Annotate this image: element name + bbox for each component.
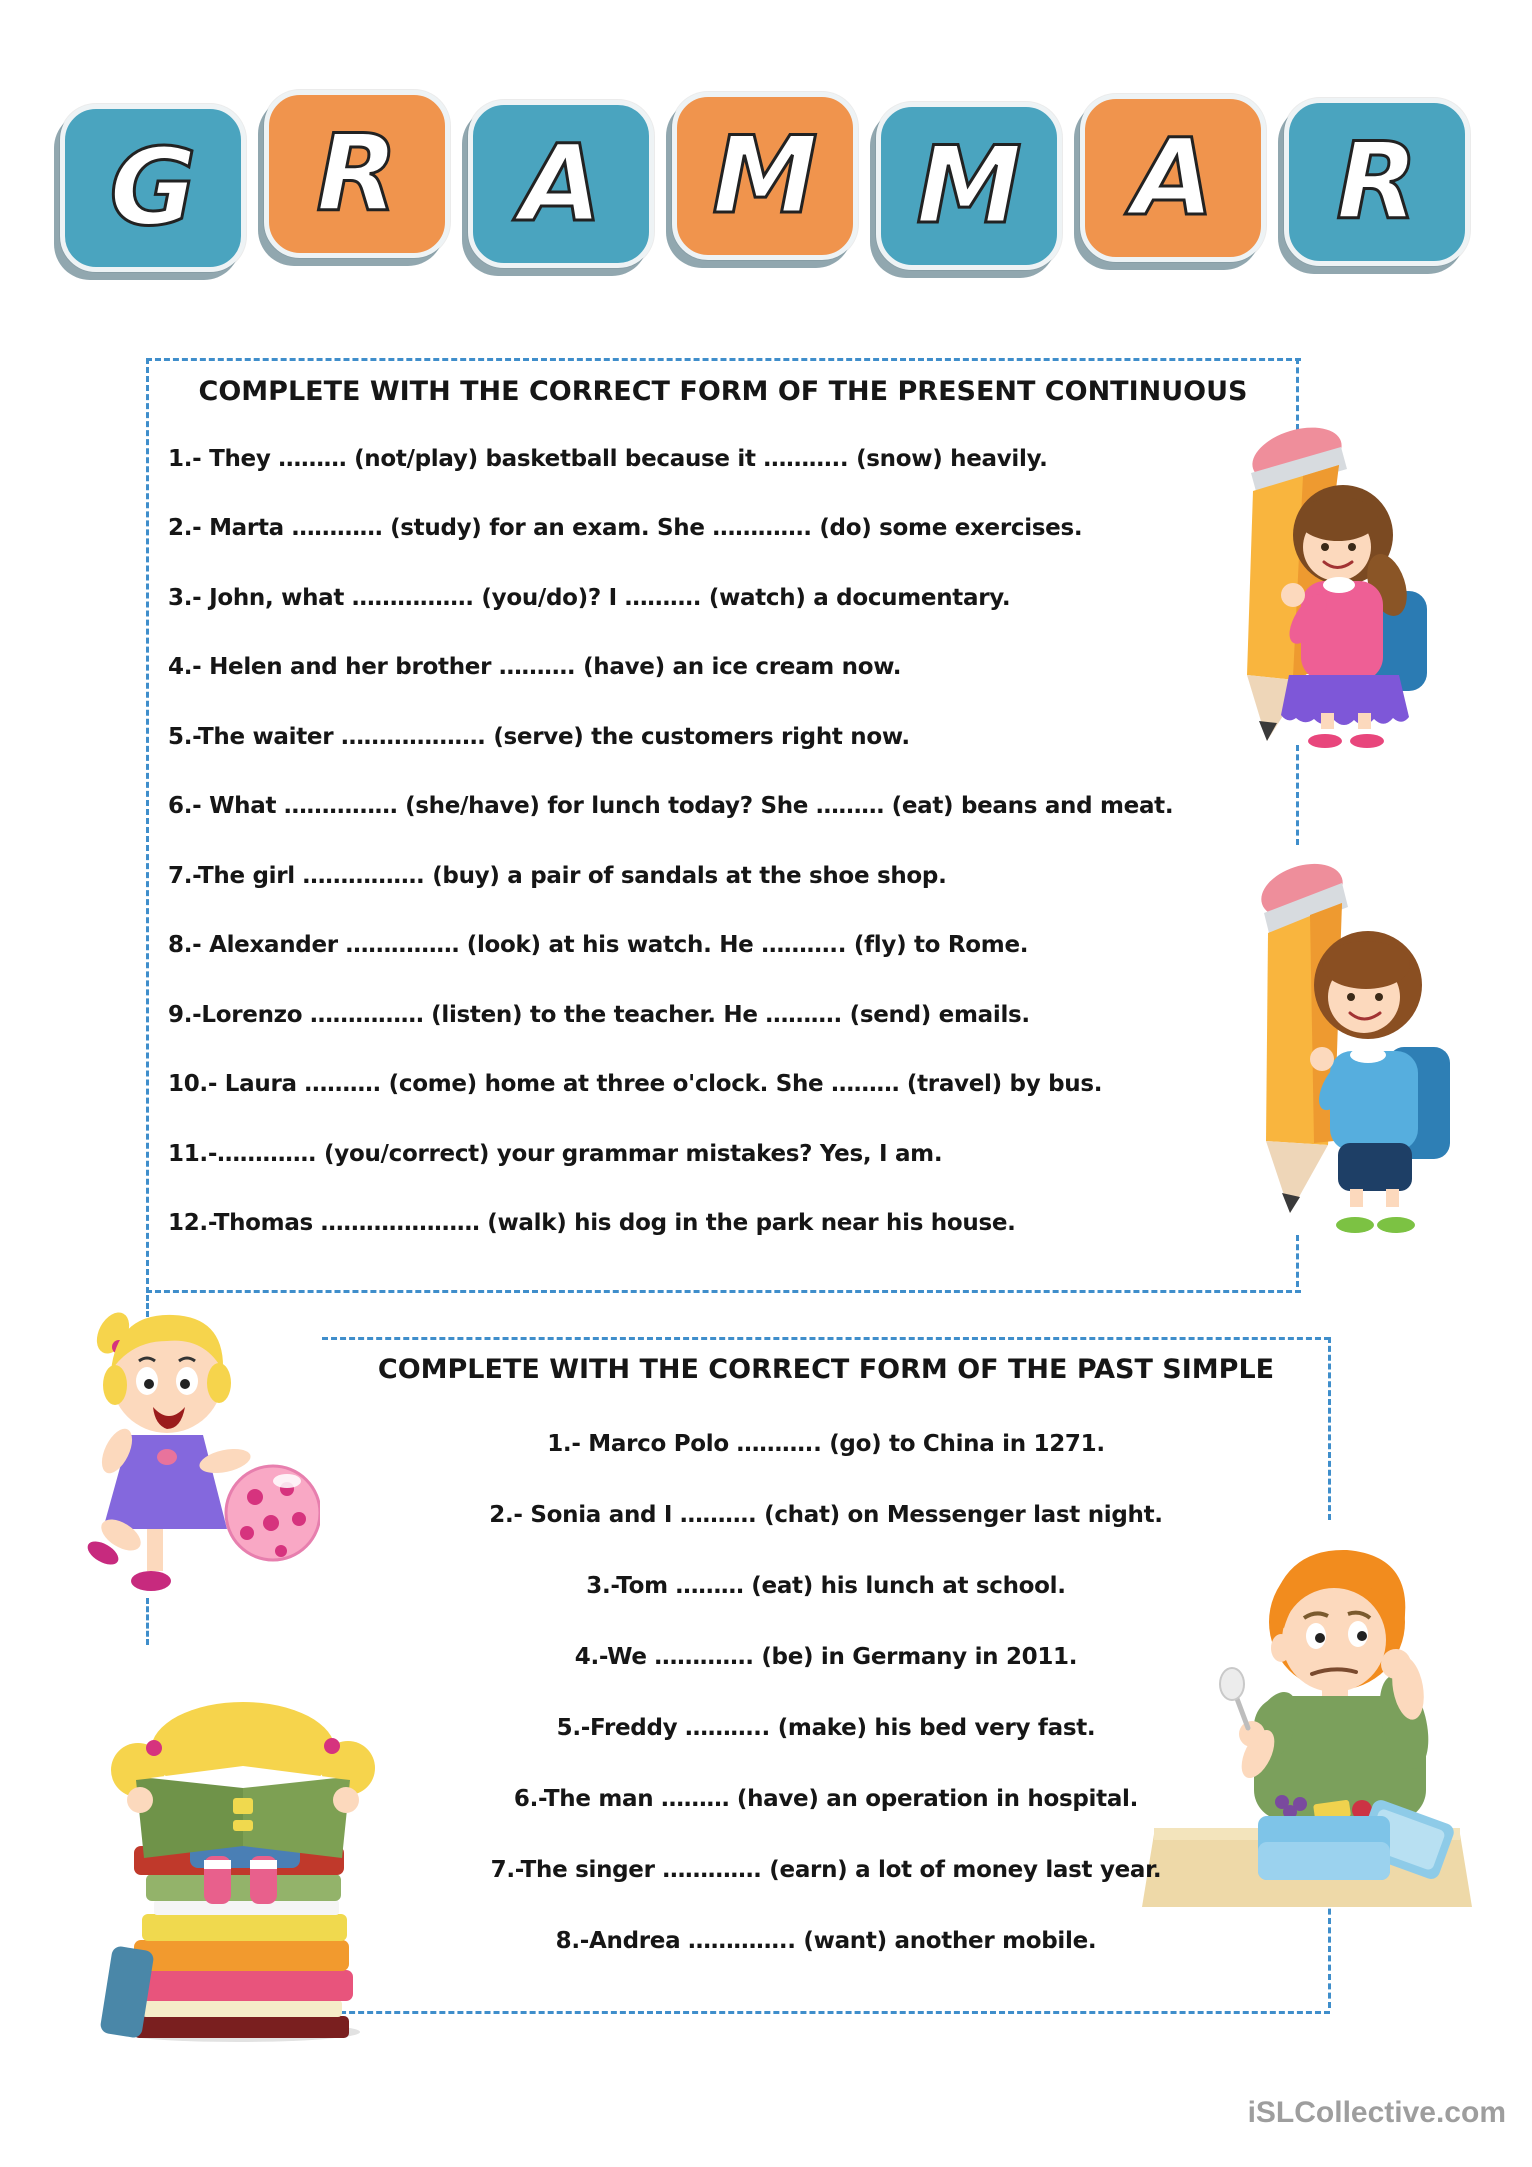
title-letter: M xyxy=(712,114,818,237)
exercise-item: 6.-The man ……… (have) an operation in hospital. xyxy=(513,1785,1139,1812)
exercise-item: 5.-The waiter ………………. (serve) the customers right now. xyxy=(168,723,910,750)
exercise-item: 1.- They ……… (not/play) basketball because it ……….. (snow) heavily. xyxy=(168,445,1048,472)
exercise-item: 5.-Freddy ……….. (make) his bed very fast. xyxy=(556,1714,1096,1741)
exercise-item: 7.-The girl ……………. (buy) a pair of sandals at the shoe shop. xyxy=(168,862,947,889)
toddler-girl xyxy=(84,1307,253,1591)
exercise-item: 3.-Tom ……… (eat) his lunch at school. xyxy=(586,1572,1066,1599)
exercise-item: 11.-…………. (you/correct) your grammar mistakes? Yes, I am. xyxy=(168,1140,943,1167)
page-title xyxy=(60,90,1470,258)
schoolgirl xyxy=(1281,485,1427,748)
title-tile xyxy=(264,90,450,258)
polka-dot-ball-icon xyxy=(226,1466,320,1560)
title-letter: M xyxy=(916,124,1022,247)
exercise-2-heading: COMPLETE WITH THE CORRECT FORM OF THE PAST SIMPLE xyxy=(377,1354,1275,1385)
title-tile xyxy=(1080,94,1266,262)
exercise-item: 4.- Helen and her brother ………. (have) an ice cream now. xyxy=(168,654,902,681)
schoolboy xyxy=(1310,931,1450,1233)
title-letter: G xyxy=(109,126,197,249)
exercise-item: 10.- Laura ………. (come) home at three o'clock. She ……… (travel) by bus. xyxy=(168,1071,1103,1098)
exercise-item: 4.-We …………. (be) in Germany in 2011. xyxy=(574,1643,1078,1670)
title-tile xyxy=(672,92,858,260)
exercise-item: 12.-Thomas ………………… (walk) his dog in the park near his house. xyxy=(168,1210,1016,1237)
exercise-item: 8.-Andrea ………….. (want) another mobile. xyxy=(555,1927,1097,1954)
exercise-1-heading: COMPLETE WITH THE CORRECT FORM OF THE PRESENT CONTINUOUS xyxy=(198,376,1248,407)
title-tile xyxy=(1284,98,1470,266)
title-letter: R xyxy=(1336,120,1418,243)
title-tile xyxy=(60,104,246,272)
title-tile xyxy=(876,102,1062,270)
title-letter: A xyxy=(1131,116,1215,239)
exercise-2-items xyxy=(322,1408,1330,1976)
exercise-item: 3.- John, what ……………. (you/do)? I ………. (watch) a documentary. xyxy=(168,584,1011,611)
exercise-item: 7.-The singer …………. (earn) a lot of money last year. xyxy=(490,1856,1162,1883)
exercise-box-1-border-right-seg2 xyxy=(1296,745,1299,845)
toddler-kicking-ball-illustration xyxy=(55,1285,320,1615)
exercise-box-1-border-right-seg3 xyxy=(1296,1235,1299,1287)
title-letter: A xyxy=(519,122,603,245)
exercise-item: 1.- Marco Polo ……….. (go) to China in 1271. xyxy=(547,1430,1105,1457)
exercise-item: 6.- What …………… (she/have) for lunch today? She ……… (eat) beans and meat. xyxy=(168,793,1174,820)
exercise-item: 2.- Marta ………… (study) for an exam. She …………. (do) some exercises. xyxy=(168,515,1083,542)
title-letter: R xyxy=(316,112,398,235)
exercise-item: 2.- Sonia and I ………. (chat) on Messenger last night. xyxy=(489,1501,1163,1528)
exercise-item: 8.- Alexander …………… (look) at his watch. He ……….. (fly) to Rome. xyxy=(168,932,1029,959)
exercise-1-items xyxy=(168,424,1293,1258)
exercise-item: 9.-Lorenzo …………… (listen) to the teacher. He ………. (send) emails. xyxy=(168,1001,1030,1028)
title-tile xyxy=(468,100,654,268)
islcollective-watermark: iSLCollective.com xyxy=(1247,2096,1506,2129)
